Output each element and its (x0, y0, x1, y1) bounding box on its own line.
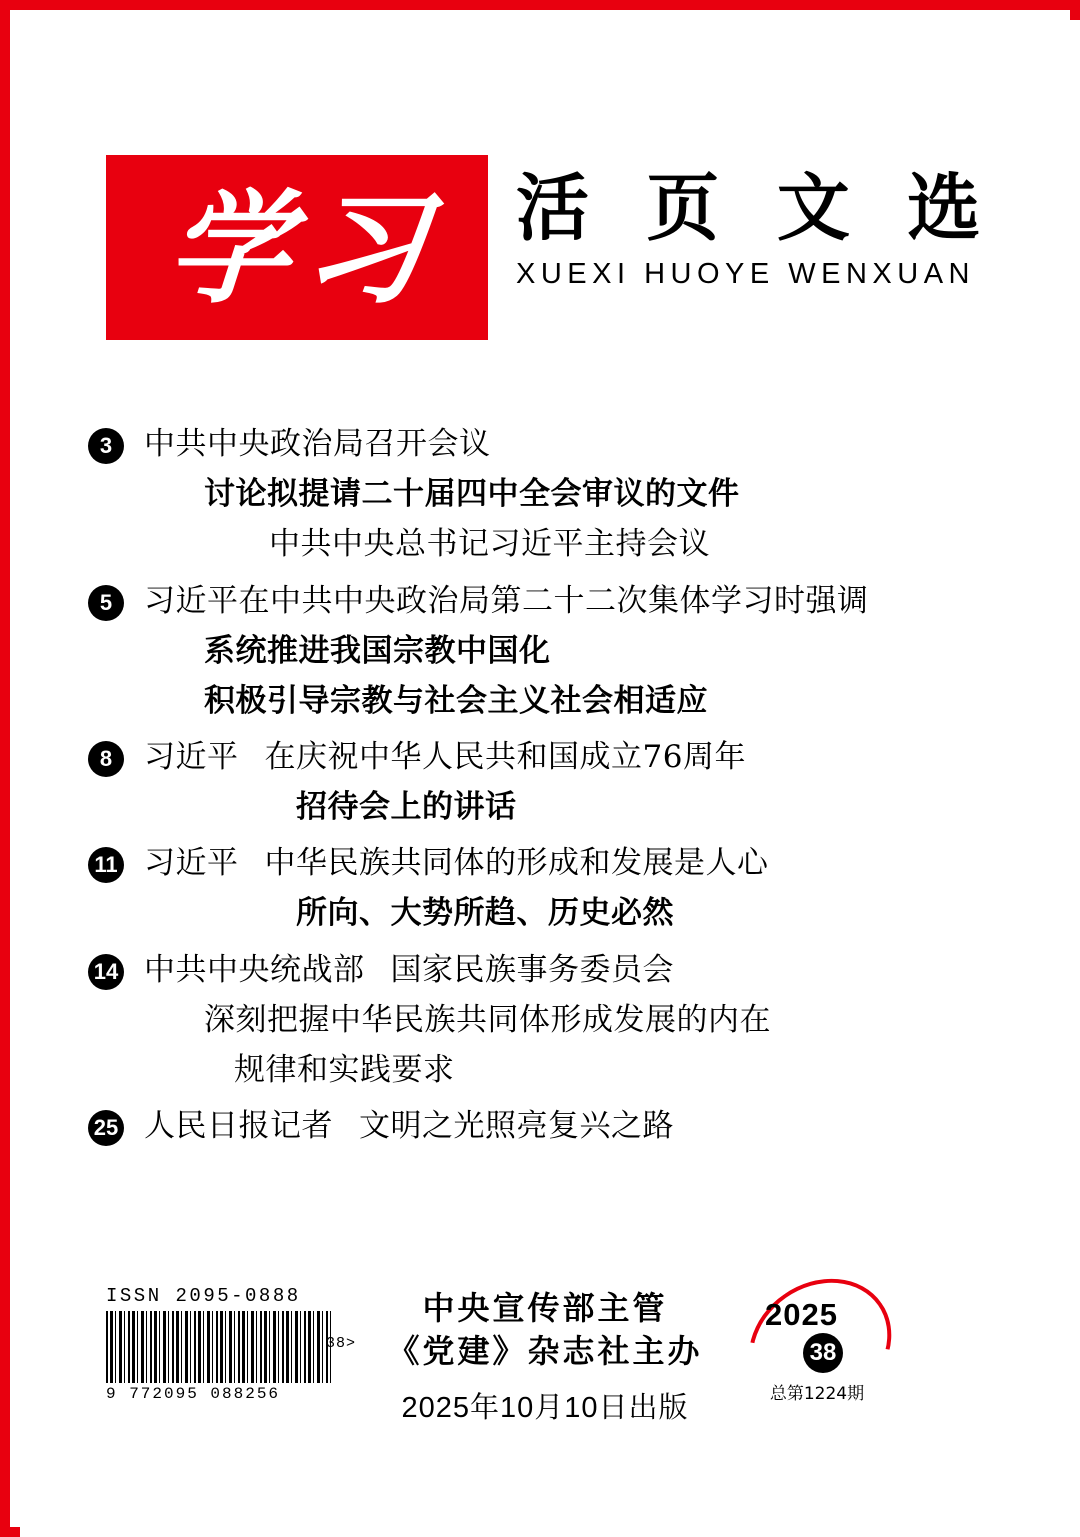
toc-entry-title: 习近平在中共中央政治局第二十二次集体学习时强调 (144, 582, 869, 619)
publisher-organizer: 《党建》杂志社主办 (387, 1332, 703, 1371)
toc-entry-subtitle: 招待会上的讲话 (296, 789, 517, 826)
toc-entry-title-line (144, 738, 746, 777)
toc-entry-title-line (144, 582, 869, 621)
toc-entry-subtitle: 规律和实践要求 (234, 1052, 455, 1089)
publish-date: 2025年10月10日出版 (401, 1392, 689, 1425)
toc-entry-subtitle: 讨论拟提请二十届四中全会审议的文件 (204, 476, 740, 512)
toc-entry-title: 文明之光照亮复兴之路 (359, 1108, 674, 1145)
toc-entry-head (88, 844, 1008, 883)
toc-entry[interactable] (88, 1107, 1008, 1146)
publisher-info (380, 1287, 710, 1426)
magazine-logo-block (106, 155, 488, 340)
toc-entry-subtitle: 中共中央总书记习近平主持会议 (269, 526, 710, 563)
issn-text: ISSN 2095-0888 (106, 1285, 301, 1307)
toc-entry-subtitle: 所向、大势所趋、历史必然 (296, 895, 674, 932)
toc-entry-subtitle: 系统推进我国宗教中国化 (204, 632, 551, 669)
seal-total-issue: 总第1224期 (769, 1384, 865, 1404)
toc-page-number[interactable]: 11 (88, 847, 124, 883)
toc-entry-author: 习近平 (144, 845, 239, 882)
toc-entry-title-line (144, 951, 674, 990)
toc-entry-subtitle: 深刻把握中华民族共同体形成发展的内在 (204, 1001, 771, 1038)
toc-entry-author: 中共中央统战部 (144, 951, 365, 988)
barcode-area (106, 1285, 356, 1403)
toc-entry[interactable] (88, 738, 1008, 827)
toc-entry-title: 国家民族事务委员会 (390, 951, 674, 988)
toc-entry[interactable] (88, 844, 1008, 933)
toc-page-number[interactable]: 3 (88, 428, 124, 464)
barcode-digits: 9 772095 088256 (106, 1385, 281, 1403)
toc-entry[interactable] (88, 951, 1008, 1091)
toc-page-number[interactable]: 8 (88, 741, 124, 777)
toc-entry-title: 在庆祝中华人民共和国成立76周年 (264, 739, 746, 776)
toc-page-number[interactable]: 14 (88, 954, 124, 990)
seal-year: 2025 (765, 1297, 838, 1332)
publisher-supervisor: 中央宣传部主管 (422, 1289, 668, 1327)
magazine-title-pinyin: XUEXI HUOYE WENXUAN (516, 258, 975, 291)
toc-entry-head (88, 582, 1008, 621)
page-footer (10, 1275, 1080, 1475)
toc-entry-author: 人民日报记者 (144, 1108, 333, 1145)
toc-entry[interactable] (88, 425, 1008, 565)
seal-issue-number: 38 (803, 1333, 843, 1373)
magazine-title-cn: 活 页 文 选 (516, 165, 997, 251)
toc-entry-head (88, 951, 1008, 990)
toc-page-number[interactable]: 5 (88, 585, 124, 621)
toc-entry-head (88, 425, 1008, 464)
barcode-supplement: 38> (325, 1335, 356, 1352)
barcode-image (106, 1311, 331, 1383)
toc-entry-title: 中共中央政治局召开会议 (144, 426, 491, 462)
toc-entry-title-line (144, 844, 769, 883)
toc-entry-subtitle: 积极引导宗教与社会主义社会相适应 (204, 682, 708, 719)
toc-entry-title-line (144, 1107, 674, 1146)
toc-entry-title-line (144, 425, 491, 464)
masthead (106, 150, 997, 350)
toc-entry-head (88, 738, 1008, 777)
toc-page-number[interactable]: 25 (88, 1110, 124, 1146)
toc-entry-title: 中华民族共同体的形成和发展是人心 (264, 845, 769, 882)
table-of-contents (88, 425, 1008, 1163)
magazine-logo-text: 学习 (162, 175, 446, 320)
magazine-title-block (516, 165, 997, 291)
toc-entry[interactable] (88, 582, 1008, 722)
issue-seal (745, 1283, 895, 1413)
toc-entry-head (88, 1107, 1008, 1146)
toc-entry-author: 习近平 (144, 739, 239, 776)
